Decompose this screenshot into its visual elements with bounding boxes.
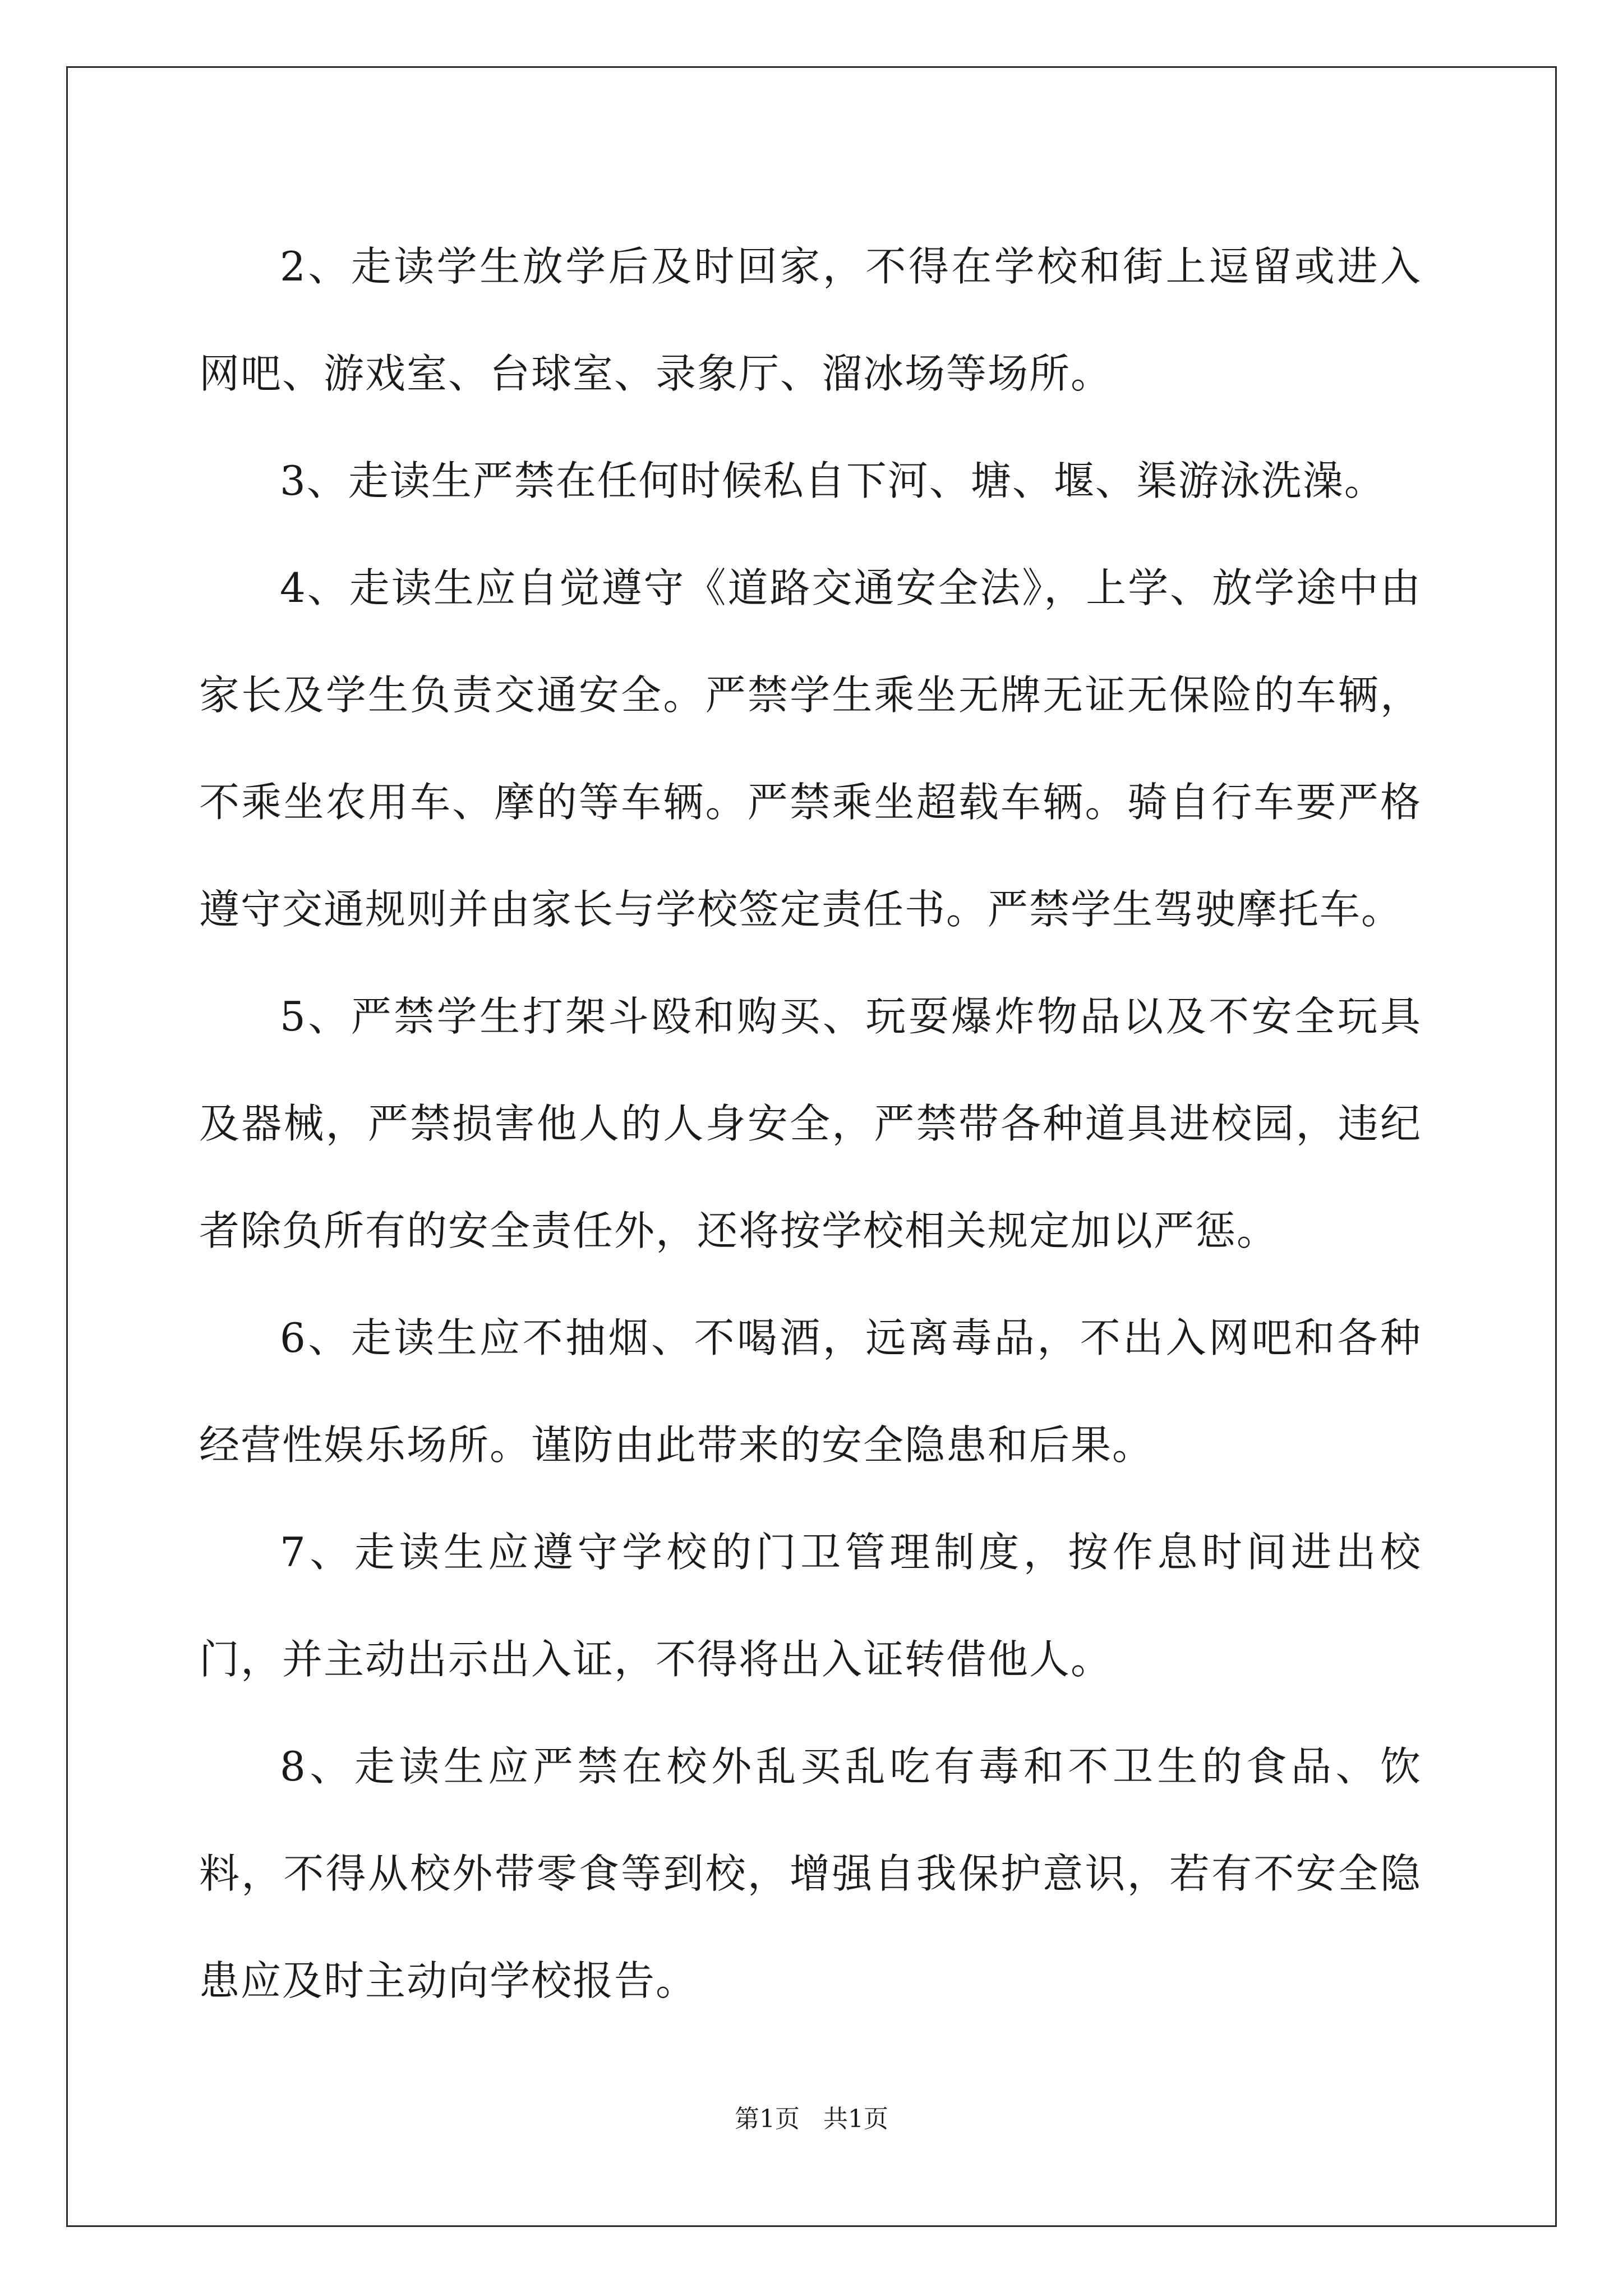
paragraph-item-5: 5、严禁学生打架斗殴和购买、玩耍爆炸物品以及不安全玩具及器械，严禁损害他人的人身安全，严禁带各种道具进校园，违纪者除负所有的安全责任外，还将按学校相关规定加以严惩。 <box>199 993 1422 1254</box>
document-body <box>199 213 1422 2035</box>
paragraph-item-3: 3、走读生严禁在任何时候私自下河、塘、堰、渠游泳洗澡。 <box>280 457 1386 504</box>
paragraph-item-4: 4、走读生应自觉遵守《道路交通安全法》，上学、放学途中由家长及学生负责交通安全。严禁学生乘坐无牌无证无保险的车辆，不乘坐农用车、摩的等车辆。严禁乘坐超载车辆。骑自行车要严格遵守交通规则并由家长与学校签定责任书。严禁学生驾驶摩托车。 <box>199 564 1422 933</box>
page-number: 第1页 <box>735 2105 800 2133</box>
paragraph-item-7: 7、走读生应遵守学校的门卫管理制度，按作息时间进出校门，并主动出示出入证，不得将出入证转借他人。 <box>199 1529 1422 1683</box>
page-footer <box>0 2102 1623 2136</box>
paragraph-item-2: 2、走读学生放学后及时回家，不得在学校和街上逗留或进入网吧、游戏室、台球室、录象厅、溜冰场等场所。 <box>199 243 1422 397</box>
paragraph-item-6: 6、走读生应不抽烟、不喝酒，远离毒品，不出入网吧和各种经营性娱乐场所。谨防由此带来的安全隐患和后果。 <box>199 1314 1422 1469</box>
paragraph-item-8: 8、走读生应严禁在校外乱买乱吃有毒和不卫生的食品、饮料，不得从校外带零食等到校，增强自我保护意识，若有不安全隐患应及时主动向学校报告。 <box>199 1743 1422 2004</box>
page-total: 共1页 <box>823 2105 888 2133</box>
